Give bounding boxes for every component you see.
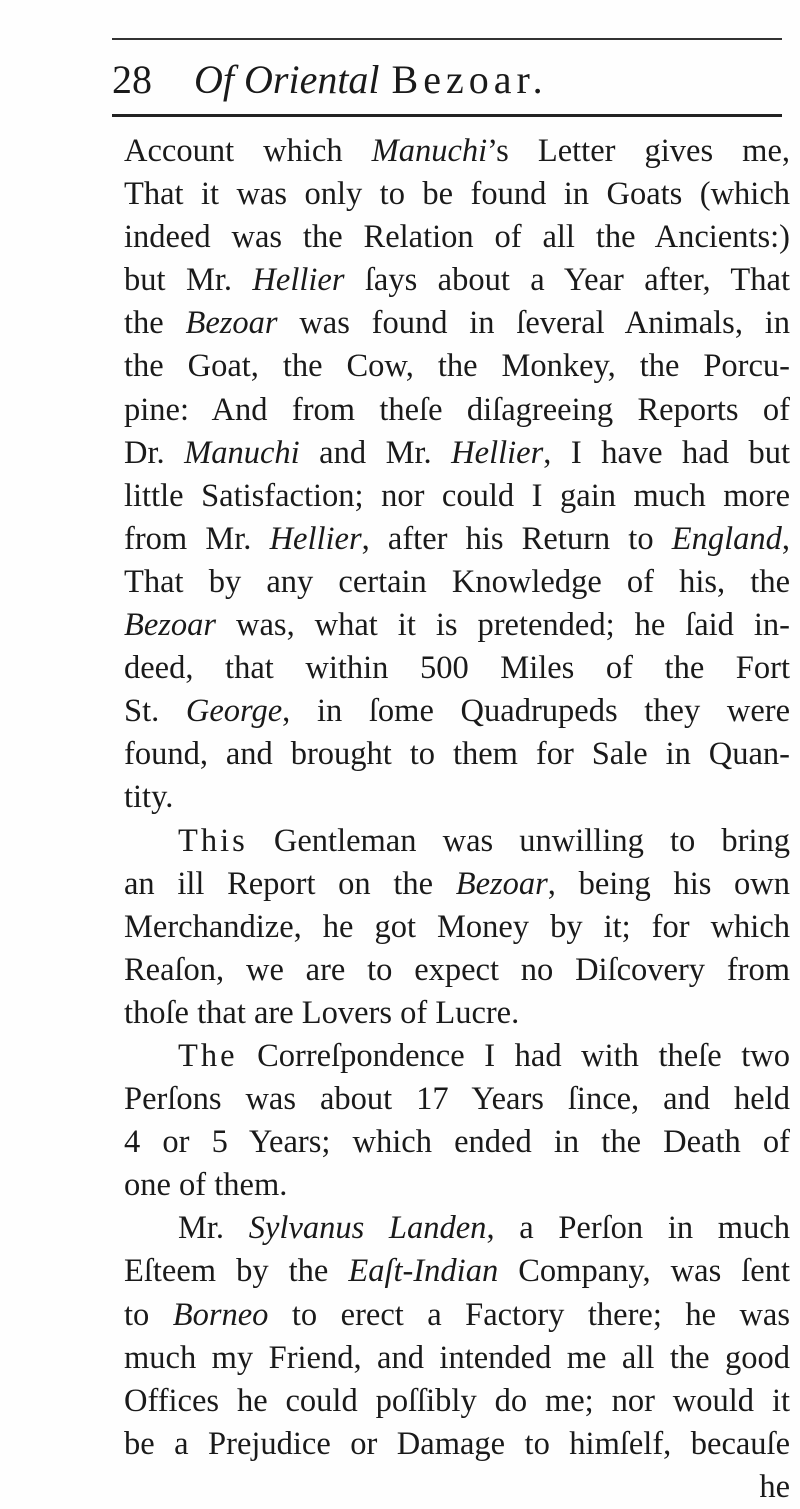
text-line (124, 647, 790, 690)
text-segment: found, and brought to them for Sale in Quan- (124, 736, 790, 773)
text-segment: , after his Return to (361, 520, 672, 557)
text-line (124, 130, 790, 173)
text-segment: much my Friend, and intended me all the good (124, 1339, 790, 1376)
text-line (124, 820, 790, 863)
text-segment: he (759, 1468, 790, 1505)
small-caps-segment: The (178, 1037, 238, 1074)
text-segment: , (781, 520, 791, 557)
text-segment: but Mr. (124, 262, 253, 299)
header-title-of: Of (194, 57, 234, 102)
text-segment: That it was only to be found in Goats (which (124, 176, 790, 213)
text-segment: pine: And from theſe diſagreeing Reports of (124, 391, 790, 428)
header-title-bezoar: Bezoar. (391, 57, 548, 102)
text-segment: , being his own (547, 865, 790, 902)
running-header (112, 52, 782, 108)
text-segment: the (124, 305, 186, 342)
text-segment: deed, that within 500 Miles of the Fort (124, 650, 790, 687)
text-line (124, 1207, 790, 1250)
italic-segment: Eaſt-Indian (348, 1253, 499, 1290)
top-rule (112, 38, 782, 40)
italic-segment: Hellier (451, 434, 544, 471)
text-segment: , in ſome Quadrupeds they were (282, 693, 791, 730)
text-line (124, 1294, 790, 1337)
text-line (124, 1121, 790, 1164)
italic-segment: George (185, 693, 283, 730)
text-line (124, 690, 790, 733)
text-line (124, 389, 790, 432)
text-line (124, 1380, 790, 1423)
text-line (124, 432, 790, 475)
italic-segment: Hellier (269, 520, 362, 557)
text-segment: little Satisfaction; nor could I gain much more (124, 477, 790, 514)
text-line (124, 518, 790, 561)
text-segment: Mr. (178, 1210, 249, 1247)
body-text (124, 130, 790, 1509)
text-line (124, 173, 790, 216)
text-line (124, 863, 790, 906)
text-segment: 4 or 5 Years; which ended in the Death of (124, 1124, 790, 1161)
text-line (124, 1423, 790, 1466)
text-line (124, 216, 790, 259)
text-segment: tity. (124, 779, 174, 816)
text-segment: Gentleman was unwilling to bring (247, 822, 790, 859)
text-segment: to (124, 1296, 173, 1333)
text-line (124, 776, 790, 819)
text-segment: was found in ſeveral Animals, in (277, 305, 790, 342)
text-segment: and Mr. (299, 434, 452, 471)
text-line (124, 733, 790, 776)
header-rule (112, 114, 782, 117)
text-segment: Company, was ſent (498, 1253, 790, 1290)
text-segment: Merchandize, he got Money by it; for which (124, 908, 790, 945)
italic-segment: Bezoar (185, 305, 278, 342)
text-segment: Eſteem by the (124, 1253, 349, 1290)
italic-segment: Borneo (172, 1296, 269, 1333)
italic-segment: Hellier (252, 262, 345, 299)
text-line (124, 1035, 790, 1078)
text-line (124, 1250, 790, 1293)
text-line (124, 949, 790, 992)
text-segment: , I have had but (543, 434, 791, 471)
text-segment: one of them. (124, 1167, 288, 1204)
page-number: 28 (112, 57, 152, 102)
text-segment: Account which (124, 133, 372, 169)
text-segment: be a Prejudice or Damage to himſelf, becauſe (124, 1425, 790, 1462)
text-line (124, 992, 790, 1035)
text-segment: the Goat, the Cow, the Monkey, the Porcu- (124, 348, 790, 385)
text-line (124, 259, 790, 302)
text-segment: Dr. (124, 434, 185, 471)
text-segment: an ill Report on the (124, 865, 456, 902)
text-line (124, 561, 790, 604)
italic-segment: Bezoar (455, 865, 548, 902)
text-segment: , a Perſon in much (486, 1210, 791, 1247)
italic-segment: England (671, 520, 782, 557)
text-line (124, 1337, 790, 1380)
text-segment: ’s Letter gives me, (487, 133, 790, 169)
text-segment: to erect a Factory there; he was (268, 1296, 791, 1333)
text-line (124, 1078, 790, 1121)
text-segment: Reaſon, we are to expect no Diſcovery from (124, 951, 790, 988)
small-caps-segment: This (178, 822, 248, 859)
text-segment: Offices he could poſſibly do me; nor would it (124, 1382, 790, 1419)
text-line (124, 604, 790, 647)
text-line (124, 345, 790, 388)
italic-segment: Bezoar (124, 607, 217, 644)
italic-segment: Manuchi (184, 434, 300, 471)
header-title-oriental: Oriental (244, 57, 380, 102)
italic-segment: Sylvanus Landen (248, 1210, 487, 1247)
text-segment: Correſpondence I had with theſe two (237, 1037, 790, 1074)
italic-segment: Manuchi (371, 133, 488, 169)
text-line (124, 1164, 790, 1207)
text-segment: That by any certain Knowledge of his, the (124, 563, 790, 600)
text-segment: from Mr. (124, 520, 270, 557)
text-line (124, 906, 790, 949)
text-segment: St. (124, 693, 186, 730)
text-line (124, 1466, 790, 1509)
text-segment: was, what it is pretended; he ſaid in- (216, 607, 790, 644)
text-segment: Perſons was about 17 Years ſince, and held (124, 1081, 790, 1118)
text-segment: thoſe that are Lovers of Lucre. (124, 994, 520, 1031)
text-line (124, 302, 790, 345)
text-line (124, 475, 790, 518)
text-segment: indeed was the Relation of all the Ancients:) (124, 219, 790, 256)
text-segment: ſays about a Year after, That (344, 262, 790, 299)
